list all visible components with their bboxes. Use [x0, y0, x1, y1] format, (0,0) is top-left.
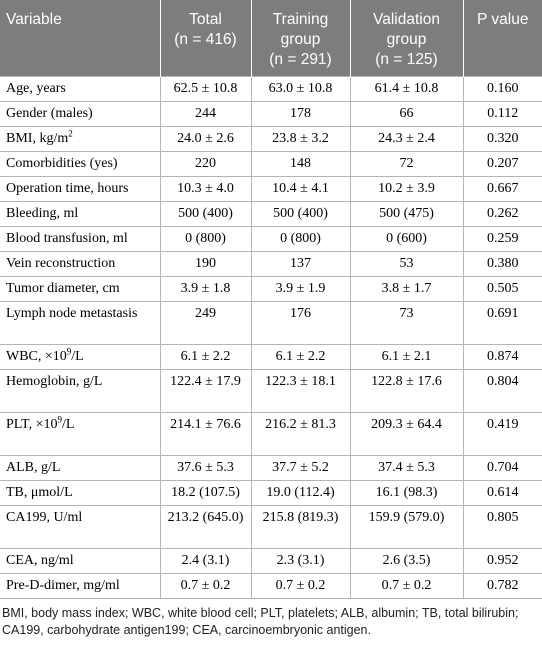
cell-training: 216.2 ± 81.3 [251, 413, 350, 456]
cell-validation: 0 (600) [350, 227, 463, 252]
cell-validation: 73 [350, 302, 463, 345]
header-validation [350, 0, 463, 77]
table-row [0, 77, 542, 102]
header-training-label-2: group [280, 31, 321, 48]
header-training-label: Training [272, 11, 329, 28]
cell-total: 2.4 (3.1) [160, 549, 251, 574]
header-training-n: (n = 291) [269, 51, 332, 68]
cell-total: 0 (800) [160, 227, 251, 252]
cell-training: 37.7 ± 5.2 [251, 456, 350, 481]
variable-text: BMI, kg/m [6, 131, 69, 146]
table-row [0, 481, 542, 506]
table-row [0, 413, 542, 456]
table-row [0, 152, 542, 177]
header-validation-label-2: group [386, 31, 427, 48]
table-row [0, 506, 542, 549]
cell-training: 23.8 ± 3.2 [251, 127, 350, 152]
table-row [0, 102, 542, 127]
table-row [0, 277, 542, 302]
cell-validation: 500 (475) [350, 202, 463, 227]
variable-superscript: 9 [57, 414, 62, 425]
cell-p-value: 0.380 [463, 252, 542, 277]
header-training [251, 0, 350, 77]
cell-total: 18.2 (107.5) [160, 481, 251, 506]
cell-p-value: 0.320 [463, 127, 542, 152]
table-row [0, 549, 542, 574]
cell-p-value: 0.160 [463, 77, 542, 102]
cell-variable: ALB, g/L [0, 456, 160, 481]
cell-p-value: 0.952 [463, 549, 542, 574]
cell-total: 190 [160, 252, 251, 277]
cell-variable: CEA, ng/ml [0, 549, 160, 574]
cell-training: 178 [251, 102, 350, 127]
cell-training: 500 (400) [251, 202, 350, 227]
cell-p-value: 0.874 [463, 345, 542, 370]
cell-p-value: 0.614 [463, 481, 542, 506]
table-row [0, 202, 542, 227]
cell-total: 214.1 ± 76.6 [160, 413, 251, 456]
cell-training: 10.4 ± 4.1 [251, 177, 350, 202]
variable-superscript: 2 [68, 128, 73, 139]
cell-training: 137 [251, 252, 350, 277]
cell-total: 249 [160, 302, 251, 345]
variable-unit: /L [71, 349, 84, 364]
cell-training: 3.9 ± 1.9 [251, 277, 350, 302]
variable-superscript: 9 [66, 346, 72, 357]
cell-variable: Lymph node metastasis [0, 302, 160, 345]
table-row [0, 456, 542, 481]
cell-p-value: 0.262 [463, 202, 542, 227]
cell-variable [0, 127, 160, 152]
cell-p-value: 0.259 [463, 227, 542, 252]
cell-validation: 16.1 (98.3) [350, 481, 463, 506]
table-row [0, 177, 542, 202]
cell-p-value: 0.667 [463, 177, 542, 202]
cell-total: 24.0 ± 2.6 [160, 127, 251, 152]
variable-text: PLT, ×10 [6, 417, 58, 432]
cell-variable: Gender (males) [0, 102, 160, 127]
cell-total: 220 [160, 152, 251, 177]
variable-text: WBC, ×10 [6, 349, 67, 364]
cell-p-value: 0.804 [463, 370, 542, 413]
header-total-label: Total [189, 11, 222, 28]
cell-total: 244 [160, 102, 251, 127]
cell-validation: 37.4 ± 5.3 [350, 456, 463, 481]
cell-validation: 0.7 ± 0.2 [350, 574, 463, 599]
cell-total: 37.6 ± 5.3 [160, 456, 251, 481]
header-validation-n: (n = 125) [375, 51, 438, 68]
cell-p-value: 0.805 [463, 506, 542, 549]
cell-total: 0.7 ± 0.2 [160, 574, 251, 599]
cell-variable: Age, years [0, 77, 160, 102]
cell-variable: Blood transfusion, ml [0, 227, 160, 252]
cell-validation: 6.1 ± 2.1 [350, 345, 463, 370]
cell-training: 6.1 ± 2.2 [251, 345, 350, 370]
cell-validation: 209.3 ± 64.4 [350, 413, 463, 456]
cell-validation: 2.6 (3.5) [350, 549, 463, 574]
header-variable: Variable [0, 0, 160, 77]
cell-training: 63.0 ± 10.8 [251, 77, 350, 102]
cell-variable: Comorbidities (yes) [0, 152, 160, 177]
cell-validation: 10.2 ± 3.9 [350, 177, 463, 202]
cell-training: 176 [251, 302, 350, 345]
cell-variable [0, 345, 160, 370]
cell-variable: Pre-D-dimer, mg/ml [0, 574, 160, 599]
table-row [0, 127, 542, 152]
cell-training: 19.0 (112.4) [251, 481, 350, 506]
table-footnote: BMI, body mass index; WBC, white blood cell; PLT, platelets; ALB, albumin; TB, total bilirubin; CA199, carbohydrate antigen199; CEA, carcinoembryonic antigen. [2, 606, 519, 637]
cell-training: 0 (800) [251, 227, 350, 252]
cell-training: 2.3 (3.1) [251, 549, 350, 574]
table-row [0, 252, 542, 277]
cell-p-value: 0.419 [463, 413, 542, 456]
cell-total: 213.2 (645.0) [160, 506, 251, 549]
cell-validation: 159.9 (579.0) [350, 506, 463, 549]
cell-variable: TB, μmol/L [0, 481, 160, 506]
cell-validation: 3.8 ± 1.7 [350, 277, 463, 302]
cell-validation: 24.3 ± 2.4 [350, 127, 463, 152]
cell-training: 0.7 ± 0.2 [251, 574, 350, 599]
header-total-n: (n = 416) [174, 31, 237, 48]
cell-total: 6.1 ± 2.2 [160, 345, 251, 370]
cell-p-value: 0.207 [463, 152, 542, 177]
cell-training: 148 [251, 152, 350, 177]
cell-total: 10.3 ± 4.0 [160, 177, 251, 202]
table-row [0, 302, 542, 345]
cell-p-value: 0.505 [463, 277, 542, 302]
table-row [0, 370, 542, 413]
table-row [0, 345, 542, 370]
cell-variable: Tumor diameter, cm [0, 277, 160, 302]
cell-p-value: 0.782 [463, 574, 542, 599]
cell-validation: 53 [350, 252, 463, 277]
cell-training: 122.3 ± 18.1 [251, 370, 350, 413]
cell-p-value: 0.691 [463, 302, 542, 345]
cell-variable: Vein reconstruction [0, 252, 160, 277]
cell-total: 122.4 ± 17.9 [160, 370, 251, 413]
header-total [160, 0, 251, 77]
header-validation-label: Validation [373, 11, 440, 28]
table-body [0, 77, 542, 599]
cell-variable: Bleeding, ml [0, 202, 160, 227]
cell-variable: Hemoglobin, g/L [0, 370, 160, 413]
cell-validation: 72 [350, 152, 463, 177]
variable-unit: /L [61, 417, 75, 432]
cell-total: 500 (400) [160, 202, 251, 227]
cell-p-value: 0.704 [463, 456, 542, 481]
table-row [0, 227, 542, 252]
cell-total: 3.9 ± 1.8 [160, 277, 251, 302]
cell-total: 62.5 ± 10.8 [160, 77, 251, 102]
table-header [0, 0, 542, 77]
cell-validation: 66 [350, 102, 463, 127]
table-row [0, 574, 542, 599]
header-p-value: P value [463, 0, 542, 77]
cell-training: 215.8 (819.3) [251, 506, 350, 549]
cell-validation: 61.4 ± 10.8 [350, 77, 463, 102]
cell-variable: Operation time, hours [0, 177, 160, 202]
cell-validation: 122.8 ± 17.6 [350, 370, 463, 413]
cell-p-value: 0.112 [463, 102, 542, 127]
cell-variable [0, 413, 160, 456]
cell-variable: CA199, U/ml [0, 506, 160, 549]
